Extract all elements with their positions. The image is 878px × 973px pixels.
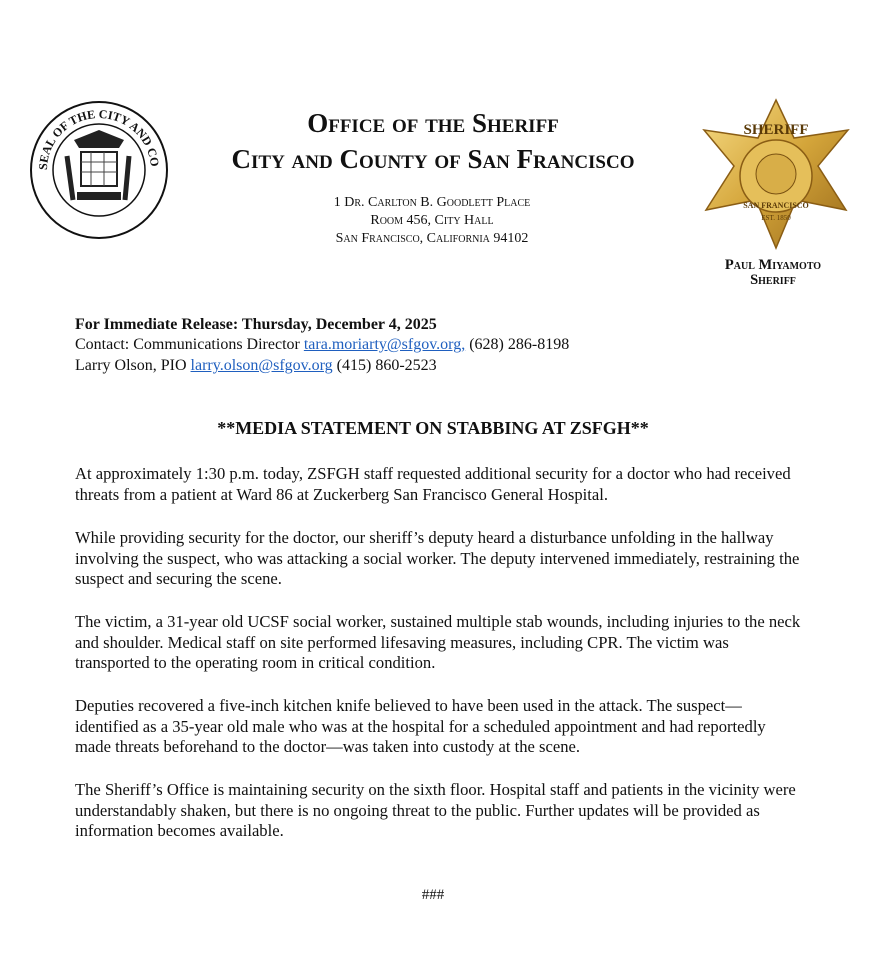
paragraph-1: At approximately 1:30 p.m. today, ZSFGH staff requested additional security for a doctor who had received threats from a patient at Ward 86 at Zuckerberg San Francisco General Hospital.	[75, 464, 791, 504]
paragraph-2: While providing security for the doctor, our sheriff’s deputy heard a disturbance unfolding in the hallway involving the suspect, who was attacking a social worker. The deputy intervened immediately, restraining the suspect and securing the scene.	[75, 528, 800, 588]
contact-line	[75, 334, 569, 355]
release-date: For Immediate Release: Thursday, December 4, 2025	[75, 316, 437, 333]
pio-email-link[interactable]: larry.olson@sfgov.org	[190, 357, 333, 374]
svg-text:SAN FRANCISCO: SAN FRANCISCO	[743, 201, 809, 210]
sheriff-badge-logo	[696, 98, 856, 250]
svg-text:SHERIFF: SHERIFF	[743, 122, 809, 138]
city-county-title: City and County of San Francisco	[231, 144, 635, 174]
pio-label: Larry Olson, PIO	[75, 357, 191, 374]
city-seal-logo	[29, 100, 169, 240]
sheriff-name: Paul Miyamoto	[724, 257, 822, 273]
sheriff-title: Sheriff	[750, 272, 796, 288]
svg-text:EST. 1850: EST. 1850	[761, 214, 791, 222]
end-mark: ###	[421, 887, 445, 903]
contact-label: Contact: Communications Director	[75, 336, 304, 353]
paragraph-3: The victim, a 31-year old UCSF social worker, sustained multiple stab wounds, including injuries to the neck and shoulder. Medical staff on site performed lifesaving measures, including CPR. The victim was transported to the operating room in critical condition.	[75, 612, 801, 672]
paragraph-4: Deputies recovered a five-inch kitchen knife believed to have been used in the attack. The suspect—identified as a 35-year old male who was at the hospital for a scheduled appointment and had reportedly made threats beforehand to the doctor—was taken into custody at the scene.	[75, 696, 766, 756]
address-line-3: San Francisco, California 94102	[335, 231, 529, 246]
contact-phone: (628) 286-8198	[465, 336, 570, 353]
pio-line	[75, 355, 437, 376]
pio-phone: (415) 860-2523	[332, 357, 437, 374]
headline: **MEDIA STATEMENT ON STABBING AT ZSFGH**	[217, 418, 649, 438]
contact-email-link[interactable]: tara.moriarty@sfgov.org,	[303, 336, 466, 353]
paragraph-5: The Sheriff’s Office is maintaining security on the sixth floor. Hospital staff and patients in the vicinity were understandably shaken, but there is no ongoing threat to the public. Further updates will be provided as information becomes available.	[75, 780, 796, 840]
office-title: Office of the Sheriff	[307, 108, 559, 138]
svg-text:SEAL OF THE CITY AND COUNTY OF: SEAL OF THE CITY AND CO	[35, 106, 163, 171]
address-line-2: Room 456, City Hall	[370, 213, 494, 228]
address-line-1: 1 Dr. Carlton B. Goodlett Place	[333, 195, 531, 210]
